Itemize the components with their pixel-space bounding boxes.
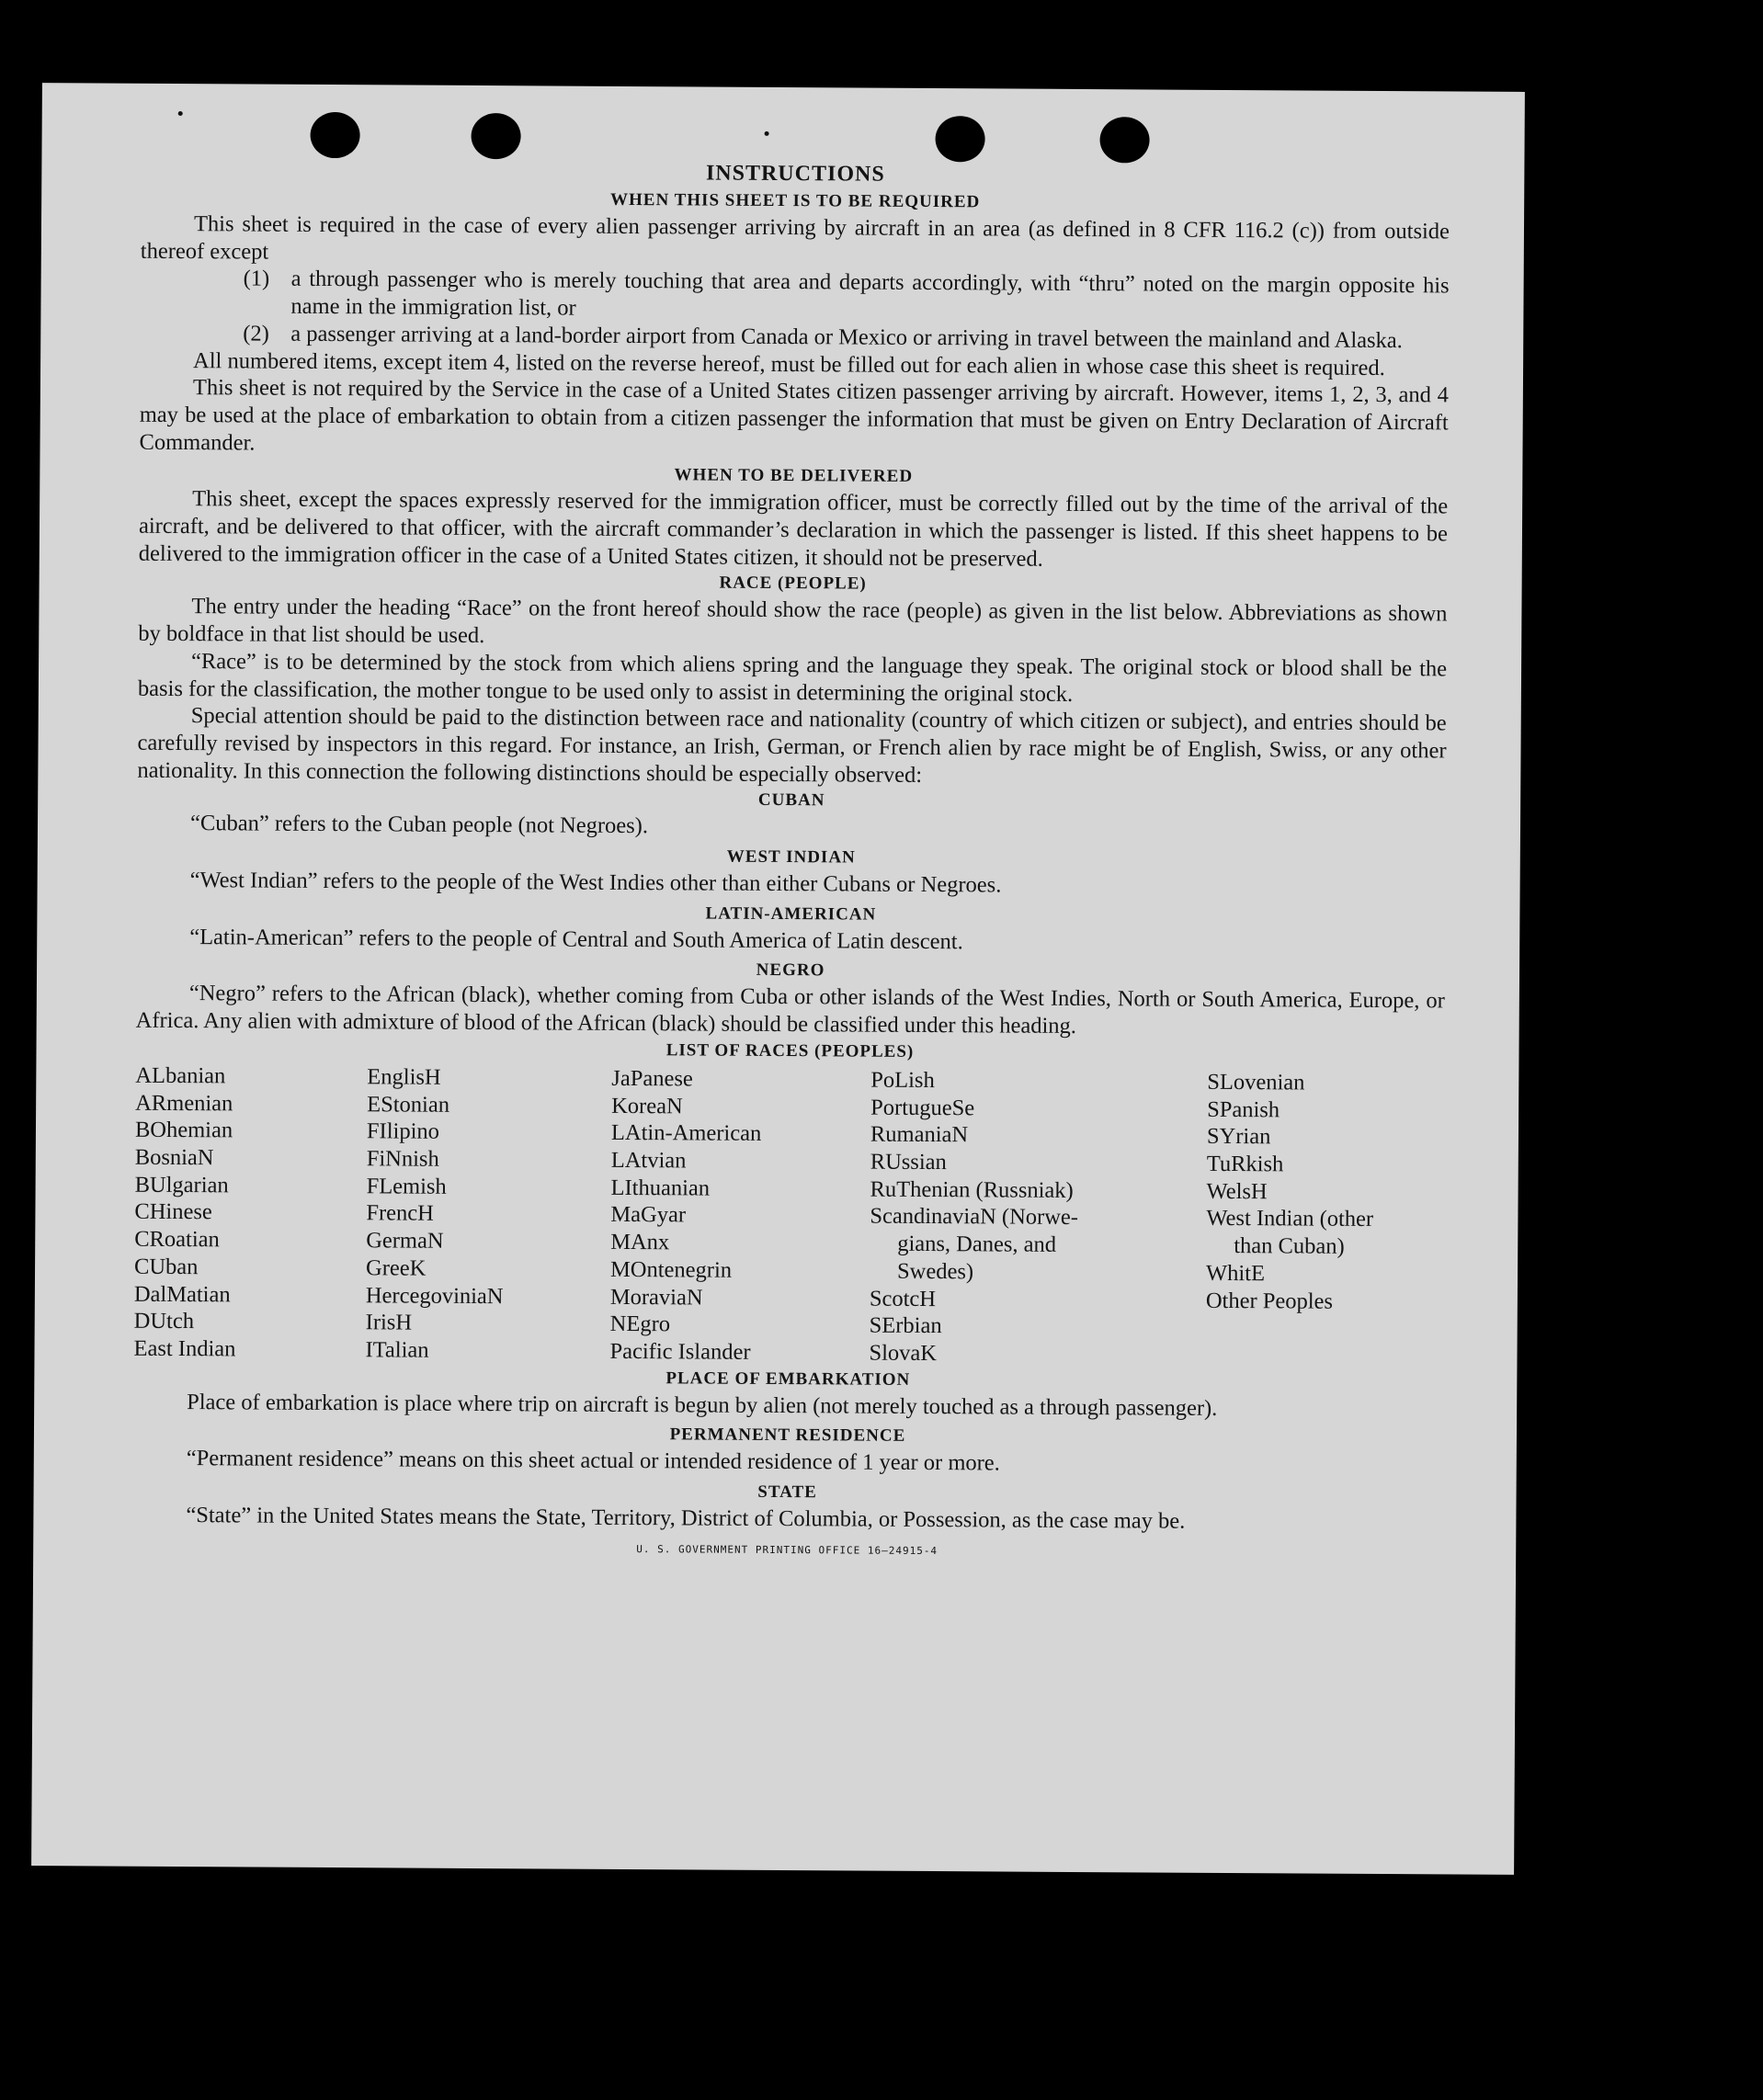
race-entry: MOntenegrin — [609, 1256, 733, 1283]
race-entry: RuThenian (Russniak) — [870, 1176, 1074, 1203]
page-title: INSTRUCTIONS — [705, 161, 885, 187]
race-entry: EnglisH — [367, 1064, 441, 1090]
race-entry: FiNnish — [366, 1146, 439, 1172]
intro-paragraph: This sheet is required in the case of every alien passenger arriving by aircraft in an area (as defined in 8 CFR 116.2 (c)) from outside thereof except — [140, 211, 1450, 265]
race-entry: CUban — [133, 1254, 199, 1279]
exception-number: (2) — [243, 321, 269, 346]
race-entry: WelsH — [1206, 1178, 1268, 1204]
race-entry: GermaN — [366, 1228, 444, 1254]
race-entry: FrencH — [366, 1200, 434, 1227]
race-entry: JaPanese — [611, 1065, 693, 1092]
race-entry: SErbian — [869, 1312, 942, 1339]
race-entry: ARmenian — [135, 1090, 233, 1116]
races-column — [609, 1065, 870, 1367]
race-entry: East Indian — [133, 1335, 236, 1362]
race-entry: ScotcH — [869, 1286, 937, 1311]
race-entry: PortugueSe — [870, 1095, 975, 1120]
race-entry: LAtvian — [610, 1147, 687, 1174]
race-entry: LAtin-American — [610, 1120, 762, 1147]
race-paragraph-2: “Race” is to be determined by the stock from which aliens spring and the language they speak. The original stock or blood shall be the basis for the classification, the mother tongue to be used only to assist in determining the original stock. — [137, 648, 1448, 707]
race-entry-continued: than Cuban) — [1234, 1233, 1345, 1259]
printing-office-footer: U. S. GOVERNMENT PRINTING OFFICE 16—24915-4 — [636, 1542, 938, 1557]
race-entry: RumaniaN — [870, 1121, 969, 1148]
race-paragraph-1: The entry under the heading “Race” on the front hereof should show the race (people) as given in the list below. Abbreviations as shown by boldface in that list should be used. — [138, 594, 1448, 649]
heading-negro: NEGRO — [756, 960, 825, 981]
heading-latin-american: LATIN-AMERICAN — [705, 903, 877, 925]
exception-item — [243, 266, 1449, 327]
heading-residence: PERMANENT RESIDENCE — [669, 1425, 906, 1447]
document-page — [31, 83, 1525, 1875]
race-entry: ALbanian — [135, 1062, 226, 1089]
races-column — [365, 1063, 611, 1365]
race-entry: CHinese — [134, 1199, 212, 1225]
race-entry: SYrian — [1206, 1124, 1271, 1150]
race-entry: BUlgarian — [134, 1172, 229, 1198]
heading-race: RACE (PEOPLE) — [719, 573, 867, 595]
race-entry: BosniaN — [134, 1144, 214, 1171]
heading-when-delivered: WHEN TO BE DELIVERED — [674, 465, 914, 487]
punch-hole — [310, 112, 359, 158]
race-entry: PoLish — [870, 1067, 935, 1093]
race-entry-continued: gians, Danes, and — [897, 1231, 1057, 1257]
race-entry: MAnx — [610, 1229, 670, 1255]
race-entry: KoreaN — [611, 1093, 683, 1118]
speck — [178, 111, 183, 116]
exception-text: a through passenger who is merely touching that area and departs accordingly, with “thru” noted on the margin opposite his name in the immigration list, or — [290, 267, 1450, 321]
race-entry: WhitE — [1205, 1260, 1266, 1287]
race-entry: NEgro — [609, 1311, 671, 1337]
punch-hole — [1099, 117, 1149, 163]
race-entry: EStonian — [367, 1091, 450, 1118]
race-entry: ITalian — [365, 1337, 429, 1363]
race-entry-continued: Swedes) — [896, 1258, 974, 1285]
numbered-items-paragraph: All numbered items, except item 4, listed on the reverse hereof, must be filled out for each alien in whose case this sheet is required. — [193, 347, 1385, 380]
heading-when-required: WHEN THIS SHEET IS TO BE REQUIRED — [609, 189, 981, 212]
delivery-paragraph: This sheet, except the spaces expressly reserved for the immigration officer, must be correctly filled out by the time of the arrival of the aircraft, and be delivered to that officer, with the aircraft commander’s declaration in which the passenger is listed. If this sheet happens to be delivered to the immigration officer in the case of a United States citizen, it should not be preserved. — [138, 486, 1449, 572]
race-entry: Pacific Islander — [609, 1338, 751, 1365]
race-entry: MoraviaN — [609, 1284, 703, 1311]
race-paragraph-3: Special attention should be paid to the distinction between race and nationality (country of which citizen or subject), and entries should be carefully revised by inspectors in this regard. For instance, an Irish, German, or French alien by race might be of English, Swiss, or any other nationality. In this connection the following distinctions should be especially observed: — [137, 703, 1447, 788]
race-entry: Other Peoples — [1205, 1288, 1334, 1314]
race-entry: MaGyar — [610, 1202, 687, 1228]
race-entry: RUssian — [870, 1149, 947, 1175]
race-entry: ScandinaviaN (Norwe- — [870, 1204, 1079, 1231]
race-entry: FIlipino — [366, 1118, 440, 1145]
race-entry: HercegoviniaN — [365, 1282, 504, 1309]
races-column — [1205, 1069, 1444, 1370]
race-entry: SlovaK — [869, 1340, 938, 1366]
heading-cuban: CUBAN — [757, 790, 825, 811]
definition-cuban: “Cuban” refers to the Cuban people (not Negroes). — [189, 811, 649, 839]
heading-state: STATE — [757, 1481, 817, 1503]
race-entry: FLemish — [366, 1173, 447, 1199]
punch-hole — [935, 116, 984, 162]
race-entry: DUtch — [133, 1308, 195, 1334]
race-entry: GreeK — [365, 1255, 427, 1281]
races-list — [133, 1062, 1444, 1370]
punch-hole — [471, 113, 520, 159]
heading-embarkation: PLACE OF EMBARKATION — [665, 1368, 911, 1390]
state-paragraph: “State” in the United States means the State, Territory, District of Columbia, or Possession, as the case may be. — [186, 1503, 1186, 1534]
heading-west-indian: WEST INDIAN — [726, 846, 856, 868]
race-entry: LIthuanian — [610, 1175, 711, 1201]
definition-latin-american: “Latin-American” refers to the people of Central and South America of Latin descent. — [189, 924, 963, 954]
race-entry: SLovenian — [1207, 1069, 1305, 1095]
definition-negro: “Negro” refers to the African (black), whether coming from Cuba or other islands of the West Indies, North or South America, Europe, or Africa. Any alien with admixture of blood of the African (black) should be classified under this heading. — [135, 981, 1445, 1039]
races-column — [869, 1066, 1207, 1368]
races-column — [133, 1062, 367, 1364]
instructions-content — [132, 155, 1450, 1560]
race-entry: West Indian (other — [1206, 1206, 1374, 1232]
race-entry: DalMatian — [133, 1281, 231, 1307]
embarkation-paragraph: Place of embarkation is place where trip on aircraft is begun by alien (not merely touched as a through passenger). — [187, 1389, 1218, 1421]
exception-number: (1) — [243, 266, 270, 292]
definition-west-indian: “West Indian” refers to the people of the West Indies other than either Cubans or Negroes. — [189, 868, 1002, 898]
race-entry: IrisH — [365, 1310, 413, 1335]
citizen-paragraph: This sheet is not required by the Service in the case of a United States citizen passenger arriving by aircraft. However, items 1, 2, 3, and 4 may be used at the place of embarkation to obtain from a citizen passenger the information that must be given on Entry Declaration of Aircraft Commander. — [139, 375, 1449, 456]
race-entry: CRoatian — [134, 1226, 220, 1253]
heading-list-of-races: LIST OF RACES (PEOPLES) — [665, 1040, 915, 1061]
race-entry: TuRkish — [1206, 1151, 1284, 1177]
exception-text: a passenger arriving at a land-border airport from Canada or Mexico or arriving in travel between the mainland and Alaska. — [290, 321, 1403, 353]
race-entry: BOhemian — [134, 1118, 233, 1143]
speck — [765, 131, 769, 136]
residence-paragraph: “Permanent residence” means on this sheet actual or intended residence of 1 year or more. — [186, 1446, 1000, 1476]
race-entry: SPanish — [1207, 1096, 1280, 1122]
